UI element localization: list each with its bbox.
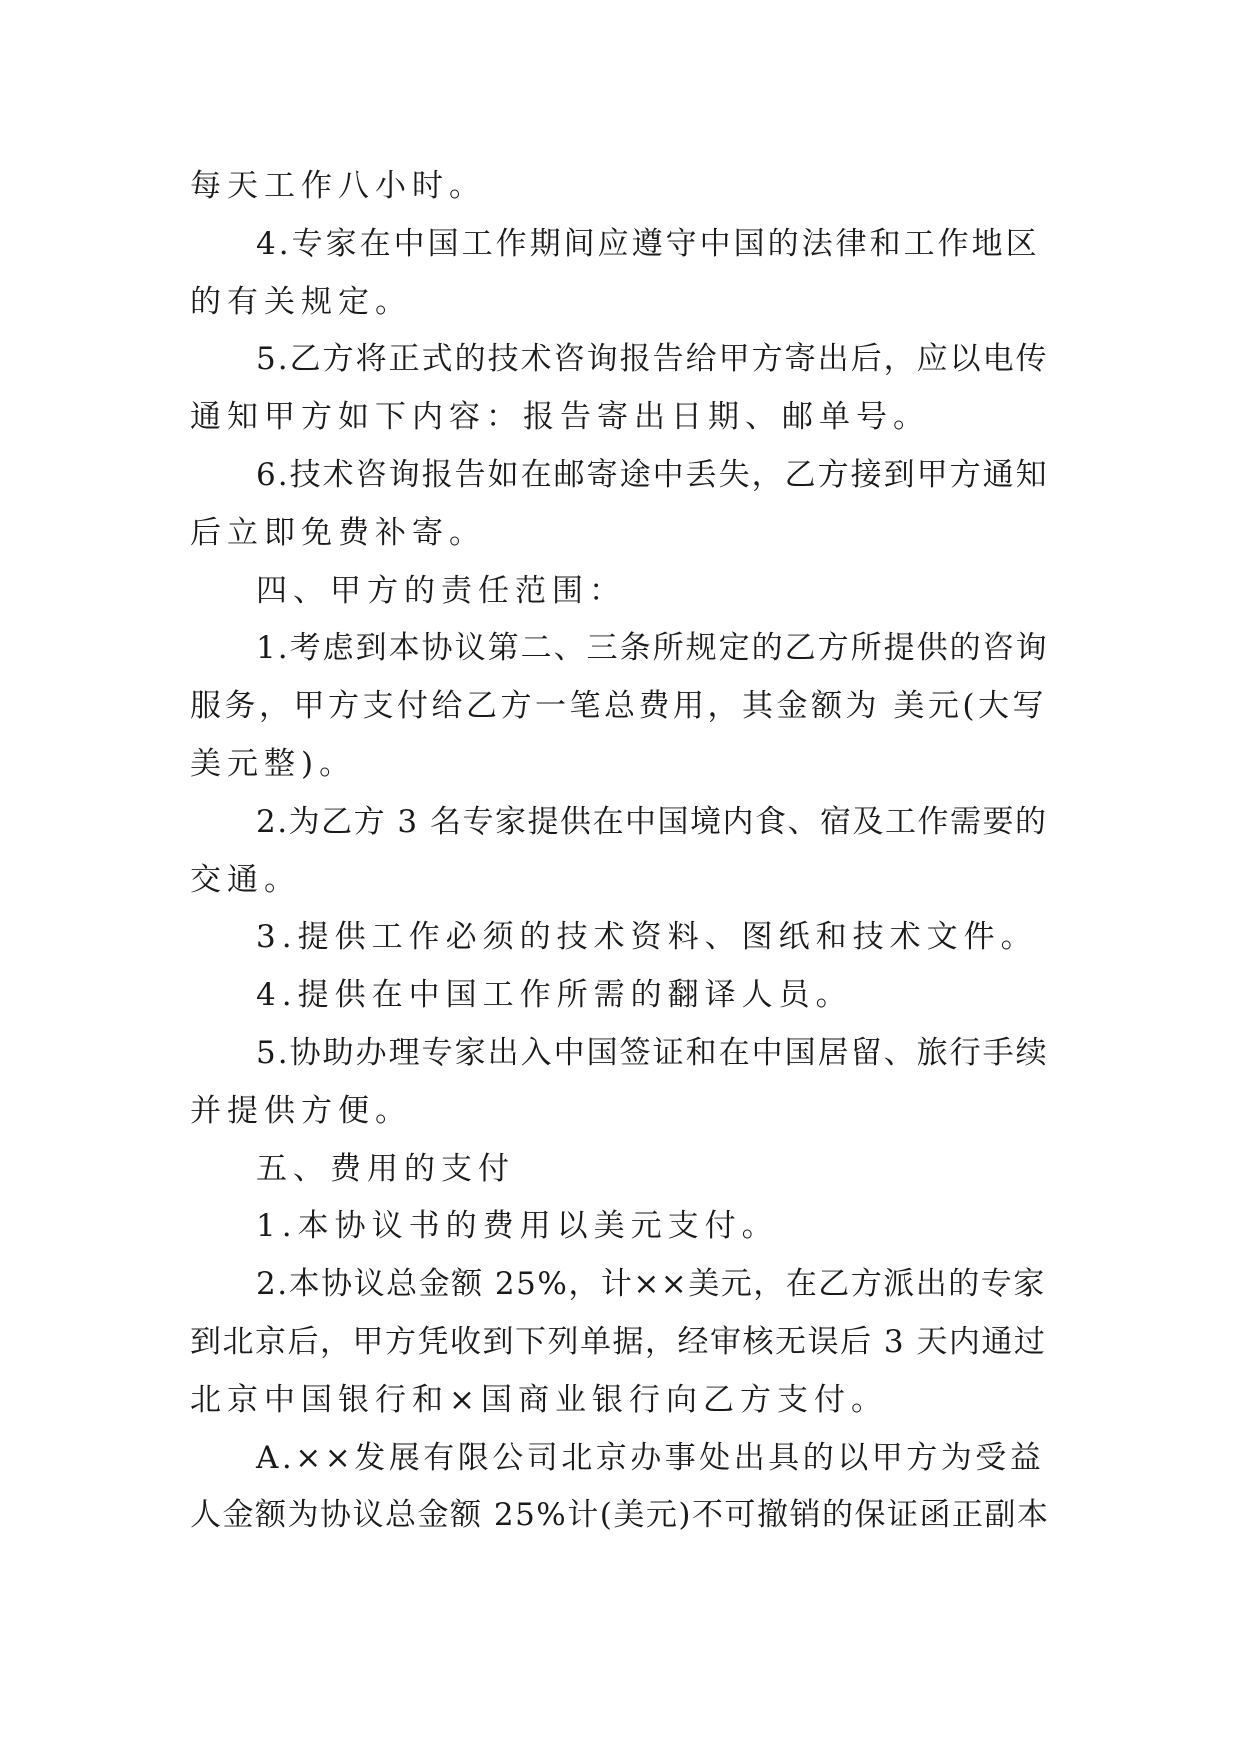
- text-line: 4.专家在中国工作期间应遵守中国的法律和工作地区: [256, 225, 1040, 262]
- text-line: 2.为乙方 3 名专家提供在中国境内食、宿及工作需要的: [256, 803, 1048, 840]
- text-line: A.××发展有限公司北京办事处出具的以甲方为受益: [256, 1439, 1045, 1476]
- text-line: 的有关规定。: [190, 283, 412, 320]
- text-line: 人金额为协议总金额 25%计(美元)不可撤销的保证函正副本: [190, 1497, 1050, 1534]
- text-line: 服务，甲方支付给乙方一笔总费用，其金额为 美元(大写: [190, 688, 1047, 725]
- text-line: 并提供方便。: [190, 1092, 412, 1129]
- text-line: 五、费用的支付: [256, 1150, 515, 1187]
- text-line: 1.本协议书的费用以美元支付。: [256, 1208, 779, 1245]
- text-line: 美元整)。: [190, 745, 357, 782]
- text-line: 通知甲方如下内容：报告寄出日期、邮单号。: [190, 399, 930, 436]
- text-line: 每天工作八小时。: [190, 168, 486, 204]
- text-line: 5.乙方将正式的技术咨询报告给甲方寄出后，应以电传: [256, 341, 1049, 378]
- text-line: 四、甲方的责任范围：: [256, 572, 626, 609]
- document-body: [190, 158, 1050, 1545]
- text-line: 后立即免费补寄。: [190, 514, 486, 551]
- text-line: 1.考虑到本协议第二、三条所规定的乙方所提供的咨询: [256, 630, 1049, 667]
- text-line: 交通。: [190, 861, 301, 898]
- text-line: 到北京后，甲方凭收到下列单据，经审核无误后 3 天内通过: [190, 1323, 1047, 1360]
- text-line: 6.技术咨询报告如在邮寄途中丢失，乙方接到甲方通知: [256, 456, 1049, 493]
- text-line: 2.本协议总金额 25%，计××美元，在乙方派出的专家: [256, 1266, 1046, 1303]
- text-line: 3.提供工作必须的技术资料、图纸和技术文件。: [256, 919, 1038, 956]
- text-line: 北京中国银行和×国商业银行向乙方支付。: [190, 1381, 888, 1418]
- text-line: 4.提供在中国工作所需的翻译人员。: [256, 977, 853, 1014]
- text-line: 5.协助办理专家出入中国签证和在中国居留、旅行手续: [256, 1034, 1049, 1071]
